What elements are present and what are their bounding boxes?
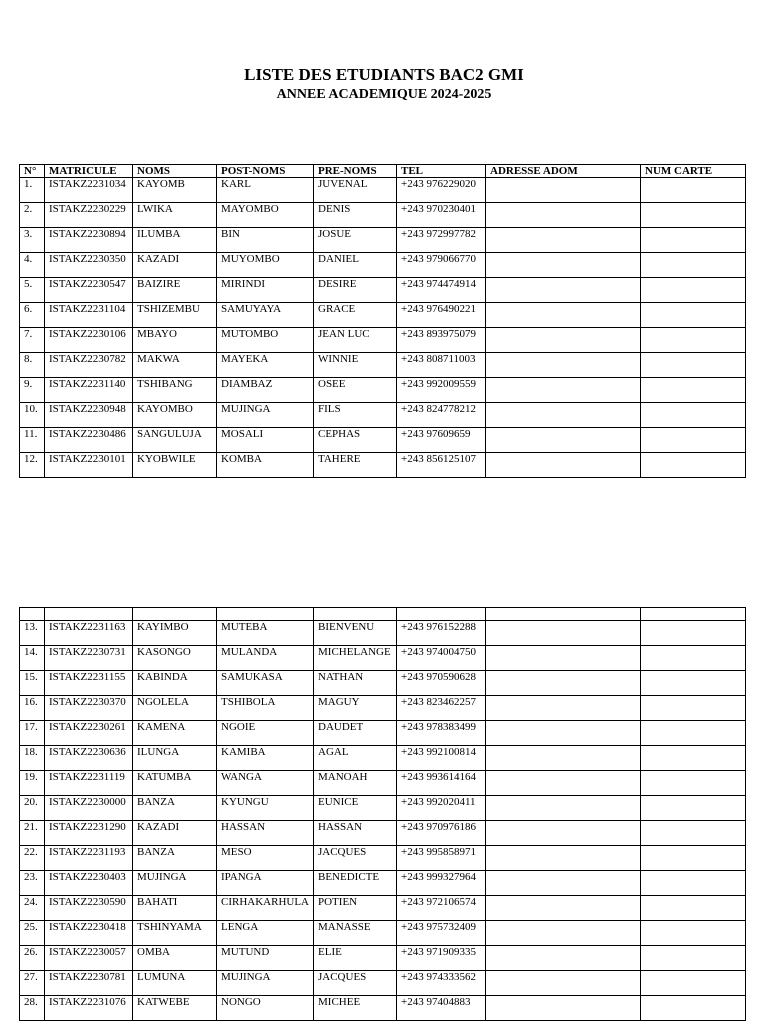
cell-adresse: [486, 303, 641, 328]
cell-num: 21.: [20, 821, 45, 846]
cell-noms: LWIKA: [133, 203, 217, 228]
cell-adresse: [486, 453, 641, 478]
cell-matricule: ISTAKZ2230894: [45, 228, 133, 253]
header-post-noms: POST-NOMS: [217, 165, 314, 178]
cell-post-noms: KYUNGU: [217, 796, 314, 821]
cell-num-carte: [641, 178, 746, 203]
cell-matricule: ISTAKZ2231163: [45, 621, 133, 646]
table-cell: [641, 608, 746, 621]
cell-adresse: [486, 428, 641, 453]
cell-noms: OMBA: [133, 946, 217, 971]
cell-tel: +243 992100814: [397, 746, 486, 771]
cell-matricule: ISTAKZ2231076: [45, 996, 133, 1021]
cell-num-carte: [641, 403, 746, 428]
cell-num-carte: [641, 671, 746, 696]
cell-adresse: [486, 278, 641, 303]
cell-adresse: [486, 696, 641, 721]
cell-tel: +243 970976186: [397, 821, 486, 846]
cell-num: 2.: [20, 203, 45, 228]
cell-tel: +243 999327964: [397, 871, 486, 896]
cell-matricule: ISTAKZ2230106: [45, 328, 133, 353]
cell-matricule: ISTAKZ2231140: [45, 378, 133, 403]
cell-pre-noms: GRACE: [314, 303, 397, 328]
cell-adresse: [486, 746, 641, 771]
table-cell: [486, 608, 641, 621]
cell-tel: +243 893975079: [397, 328, 486, 353]
cell-tel: +243 972997782: [397, 228, 486, 253]
cell-noms: KYOBWILE: [133, 453, 217, 478]
cell-post-noms: SAMUKASA: [217, 671, 314, 696]
table-cell: [314, 608, 397, 621]
cell-noms: BAIZIRE: [133, 278, 217, 303]
cell-matricule: ISTAKZ2231155: [45, 671, 133, 696]
cell-adresse: [486, 996, 641, 1021]
cell-pre-noms: TAHERE: [314, 453, 397, 478]
cell-tel: +243 992020411: [397, 796, 486, 821]
cell-matricule: ISTAKZ2230350: [45, 253, 133, 278]
cell-matricule: ISTAKZ2230000: [45, 796, 133, 821]
cell-num: 18.: [20, 746, 45, 771]
cell-noms: KAYOMBO: [133, 403, 217, 428]
cell-pre-noms: JUVENAL: [314, 178, 397, 203]
cell-num: 26.: [20, 946, 45, 971]
table-row: [20, 621, 746, 646]
table-row: [20, 178, 746, 203]
cell-num: 9.: [20, 378, 45, 403]
cell-tel: +243 970230401: [397, 203, 486, 228]
cell-num-carte: [641, 203, 746, 228]
cell-noms: LUMUNA: [133, 971, 217, 996]
cell-tel: +243 808711003: [397, 353, 486, 378]
cell-post-noms: MAYOMBO: [217, 203, 314, 228]
cell-num: 25.: [20, 921, 45, 946]
cell-adresse: [486, 771, 641, 796]
header-num: N°: [20, 165, 45, 178]
cell-noms: NGOLELA: [133, 696, 217, 721]
cell-adresse: [486, 721, 641, 746]
cell-post-noms: NONGO: [217, 996, 314, 1021]
cell-num: 24.: [20, 896, 45, 921]
cell-num: 14.: [20, 646, 45, 671]
cell-noms: ILUNGA: [133, 746, 217, 771]
cell-adresse: [486, 328, 641, 353]
cell-pre-noms: WINNIE: [314, 353, 397, 378]
cell-adresse: [486, 646, 641, 671]
cell-post-noms: LENGA: [217, 921, 314, 946]
cell-post-noms: MUYOMBO: [217, 253, 314, 278]
cell-pre-noms: EUNICE: [314, 796, 397, 821]
cell-noms: TSHIZEMBU: [133, 303, 217, 328]
cell-num-carte: [641, 303, 746, 328]
cell-adresse: [486, 796, 641, 821]
cell-tel: +243 974004750: [397, 646, 486, 671]
cell-num-carte: [641, 378, 746, 403]
cell-pre-noms: BIENVENU: [314, 621, 397, 646]
cell-noms: BANZA: [133, 846, 217, 871]
cell-post-noms: MULANDA: [217, 646, 314, 671]
cell-post-noms: KOMBA: [217, 453, 314, 478]
cell-noms: KASONGO: [133, 646, 217, 671]
cell-pre-noms: CEPHAS: [314, 428, 397, 453]
table-row: [20, 696, 746, 721]
cell-matricule: ISTAKZ2230948: [45, 403, 133, 428]
cell-adresse: [486, 821, 641, 846]
cell-post-noms: MUJINGA: [217, 403, 314, 428]
cell-num: 10.: [20, 403, 45, 428]
table-row: [20, 278, 746, 303]
cell-tel: +243 995858971: [397, 846, 486, 871]
cell-tel: +243 976490221: [397, 303, 486, 328]
table-row: [20, 671, 746, 696]
document-subtitle: ANNEE ACADEMIQUE 2024-2025: [276, 87, 492, 102]
table-cell: [45, 608, 133, 621]
table-row: [20, 353, 746, 378]
cell-post-noms: BIN: [217, 228, 314, 253]
cell-matricule: ISTAKZ2230590: [45, 896, 133, 921]
cell-num: 3.: [20, 228, 45, 253]
cell-matricule: ISTAKZ2230486: [45, 428, 133, 453]
cell-num-carte: [641, 696, 746, 721]
cell-num-carte: [641, 746, 746, 771]
cell-noms: TSHIBANG: [133, 378, 217, 403]
cell-noms: BANZA: [133, 796, 217, 821]
cell-matricule: ISTAKZ2231193: [45, 846, 133, 871]
cell-num: 5.: [20, 278, 45, 303]
cell-num: 17.: [20, 721, 45, 746]
cell-num-carte: [641, 946, 746, 971]
cell-post-noms: IPANGA: [217, 871, 314, 896]
cell-post-noms: MUJINGA: [217, 971, 314, 996]
document-title: LISTE DES ETUDIANTS BAC2 GMI: [244, 65, 524, 84]
cell-num-carte: [641, 771, 746, 796]
header-noms: NOMS: [133, 165, 217, 178]
cell-matricule: ISTAKZ2231119: [45, 771, 133, 796]
cell-tel: +243 978383499: [397, 721, 486, 746]
cell-pre-noms: MANASSE: [314, 921, 397, 946]
cell-post-noms: KARL: [217, 178, 314, 203]
table-row: [20, 796, 746, 821]
cell-adresse: [486, 621, 641, 646]
cell-tel: +243 976229020: [397, 178, 486, 203]
cell-tel: +243 976152288: [397, 621, 486, 646]
cell-adresse: [486, 228, 641, 253]
cell-noms: KAMENA: [133, 721, 217, 746]
table-row: [20, 203, 746, 228]
cell-matricule: ISTAKZ2230781: [45, 971, 133, 996]
cell-num-carte: [641, 846, 746, 871]
cell-num: 1.: [20, 178, 45, 203]
cell-tel: +243 972106574: [397, 896, 486, 921]
cell-num: 6.: [20, 303, 45, 328]
table-row: [20, 646, 746, 671]
cell-adresse: [486, 946, 641, 971]
cell-pre-noms: FILS: [314, 403, 397, 428]
cell-pre-noms: JACQUES: [314, 846, 397, 871]
cell-matricule: ISTAKZ2230782: [45, 353, 133, 378]
cell-tel: +243 97609659: [397, 428, 486, 453]
cell-noms: KAYOMB: [133, 178, 217, 203]
cell-num-carte: [641, 278, 746, 303]
cell-post-noms: TSHIBOLA: [217, 696, 314, 721]
cell-num: 23.: [20, 871, 45, 896]
cell-pre-noms: NATHAN: [314, 671, 397, 696]
cell-num-carte: [641, 996, 746, 1021]
table-cell: [20, 608, 45, 621]
cell-tel: +243 970590628: [397, 671, 486, 696]
cell-adresse: [486, 378, 641, 403]
table-row: [20, 946, 746, 971]
cell-pre-noms: JOSUE: [314, 228, 397, 253]
cell-noms: MUJINGA: [133, 871, 217, 896]
cell-post-noms: SAMUYAYA: [217, 303, 314, 328]
header-tel: TEL: [397, 165, 486, 178]
table-row: [20, 721, 746, 746]
cell-pre-noms: DENIS: [314, 203, 397, 228]
cell-pre-noms: HASSAN: [314, 821, 397, 846]
cell-num: 20.: [20, 796, 45, 821]
cell-matricule: ISTAKZ2230229: [45, 203, 133, 228]
cell-num-carte: [641, 896, 746, 921]
cell-num: 19.: [20, 771, 45, 796]
student-table-page-2: [19, 607, 746, 1021]
cell-matricule: ISTAKZ2230547: [45, 278, 133, 303]
cell-pre-noms: MICHEE: [314, 996, 397, 1021]
cell-post-noms: HASSAN: [217, 821, 314, 846]
cell-matricule: ISTAKZ2230636: [45, 746, 133, 771]
cell-noms: KAYIMBO: [133, 621, 217, 646]
cell-post-noms: CIRHAKARHULA: [217, 896, 314, 921]
cell-adresse: [486, 403, 641, 428]
header-adresse: ADRESSE ADOM: [486, 165, 641, 178]
cell-num-carte: [641, 871, 746, 896]
cell-num-carte: [641, 646, 746, 671]
table-row: [20, 871, 746, 896]
cell-post-noms: DIAMBAZ: [217, 378, 314, 403]
cell-num-carte: [641, 796, 746, 821]
table-row: [20, 403, 746, 428]
cell-adresse: [486, 871, 641, 896]
cell-tel: +243 824778212: [397, 403, 486, 428]
cell-num-carte: [641, 971, 746, 996]
cell-tel: +243 856125107: [397, 453, 486, 478]
cell-noms: ILUMBA: [133, 228, 217, 253]
table-cell: [397, 608, 486, 621]
table-row: [20, 453, 746, 478]
cell-num-carte: [641, 328, 746, 353]
cell-pre-noms: MAGUY: [314, 696, 397, 721]
cell-matricule: ISTAKZ2231104: [45, 303, 133, 328]
cell-post-noms: MUTUND: [217, 946, 314, 971]
cell-noms: TSHINYAMA: [133, 921, 217, 946]
table-row: [20, 303, 746, 328]
cell-adresse: [486, 971, 641, 996]
cell-num-carte: [641, 821, 746, 846]
cell-num: 27.: [20, 971, 45, 996]
cell-adresse: [486, 846, 641, 871]
cell-post-noms: MIRINDI: [217, 278, 314, 303]
table-cell: [133, 608, 217, 621]
cell-tel: +243 979066770: [397, 253, 486, 278]
table-row: [20, 328, 746, 353]
cell-num-carte: [641, 228, 746, 253]
cell-num: 4.: [20, 253, 45, 278]
cell-noms: BAHATI: [133, 896, 217, 921]
table-row: [20, 821, 746, 846]
table-row: [20, 378, 746, 403]
cell-num-carte: [641, 353, 746, 378]
cell-post-noms: MESO: [217, 846, 314, 871]
cell-pre-noms: DESIRE: [314, 278, 397, 303]
cell-pre-noms: AGAL: [314, 746, 397, 771]
cell-num: 16.: [20, 696, 45, 721]
cell-num-carte: [641, 721, 746, 746]
table-header-row: [20, 165, 746, 178]
cell-post-noms: NGOIE: [217, 721, 314, 746]
cell-tel: +243 992009559: [397, 378, 486, 403]
cell-tel: +243 974333562: [397, 971, 486, 996]
cell-noms: SANGULUJA: [133, 428, 217, 453]
cell-post-noms: MAYEKA: [217, 353, 314, 378]
cell-adresse: [486, 253, 641, 278]
cell-noms: MBAYO: [133, 328, 217, 353]
student-table-page-1: [19, 164, 746, 478]
cell-num-carte: [641, 428, 746, 453]
cell-noms: KABINDA: [133, 671, 217, 696]
cell-num: 12.: [20, 453, 45, 478]
cell-tel: +243 823462257: [397, 696, 486, 721]
cell-post-noms: MUTEBA: [217, 621, 314, 646]
table-row: [20, 921, 746, 946]
cell-pre-noms: JACQUES: [314, 971, 397, 996]
cell-matricule: ISTAKZ2230403: [45, 871, 133, 896]
table-row: [20, 771, 746, 796]
cell-post-noms: MUTOMBO: [217, 328, 314, 353]
table-blank-row: [20, 608, 746, 621]
cell-noms: KATUMBA: [133, 771, 217, 796]
table-cell: [217, 608, 314, 621]
table-row: [20, 971, 746, 996]
cell-adresse: [486, 203, 641, 228]
cell-post-noms: MOSALI: [217, 428, 314, 453]
cell-adresse: [486, 353, 641, 378]
cell-matricule: ISTAKZ2230418: [45, 921, 133, 946]
cell-adresse: [486, 671, 641, 696]
cell-tel: +243 97404883: [397, 996, 486, 1021]
cell-tel: +243 993614164: [397, 771, 486, 796]
table-row: [20, 896, 746, 921]
cell-noms: KATWEBE: [133, 996, 217, 1021]
cell-adresse: [486, 178, 641, 203]
cell-num: 13.: [20, 621, 45, 646]
cell-num: 15.: [20, 671, 45, 696]
cell-tel: +243 974474914: [397, 278, 486, 303]
cell-adresse: [486, 921, 641, 946]
cell-matricule: ISTAKZ2230057: [45, 946, 133, 971]
cell-num: 28.: [20, 996, 45, 1021]
cell-num: 11.: [20, 428, 45, 453]
cell-pre-noms: MANOAH: [314, 771, 397, 796]
cell-matricule: ISTAKZ2230101: [45, 453, 133, 478]
cell-noms: KAZADI: [133, 253, 217, 278]
table-row: [20, 428, 746, 453]
cell-num-carte: [641, 921, 746, 946]
cell-matricule: ISTAKZ2231290: [45, 821, 133, 846]
cell-pre-noms: OSEE: [314, 378, 397, 403]
header-pre-noms: PRE-NOMS: [314, 165, 397, 178]
cell-pre-noms: POTIEN: [314, 896, 397, 921]
header-matricule: MATRICULE: [45, 165, 133, 178]
cell-num: 22.: [20, 846, 45, 871]
table-row: [20, 253, 746, 278]
cell-pre-noms: JEAN LUC: [314, 328, 397, 353]
cell-pre-noms: BENEDICTE: [314, 871, 397, 896]
cell-noms: MAKWA: [133, 353, 217, 378]
cell-matricule: ISTAKZ2230370: [45, 696, 133, 721]
cell-num: 7.: [20, 328, 45, 353]
cell-pre-noms: MICHELANGE: [314, 646, 397, 671]
cell-num-carte: [641, 453, 746, 478]
cell-pre-noms: DAUDET: [314, 721, 397, 746]
cell-adresse: [486, 896, 641, 921]
table-row: [20, 228, 746, 253]
cell-num-carte: [641, 253, 746, 278]
cell-num-carte: [641, 621, 746, 646]
table-row: [20, 746, 746, 771]
table-row: [20, 996, 746, 1021]
table-row: [20, 846, 746, 871]
cell-num: 8.: [20, 353, 45, 378]
cell-matricule: ISTAKZ2231034: [45, 178, 133, 203]
cell-matricule: ISTAKZ2230261: [45, 721, 133, 746]
cell-tel: +243 975732409: [397, 921, 486, 946]
cell-pre-noms: DANIEL: [314, 253, 397, 278]
cell-post-noms: KAMIBA: [217, 746, 314, 771]
cell-matricule: ISTAKZ2230731: [45, 646, 133, 671]
cell-tel: +243 971909335: [397, 946, 486, 971]
cell-pre-noms: ELIE: [314, 946, 397, 971]
header-num-carte: NUM CARTE: [641, 165, 746, 178]
cell-noms: KAZADI: [133, 821, 217, 846]
cell-post-noms: WANGA: [217, 771, 314, 796]
